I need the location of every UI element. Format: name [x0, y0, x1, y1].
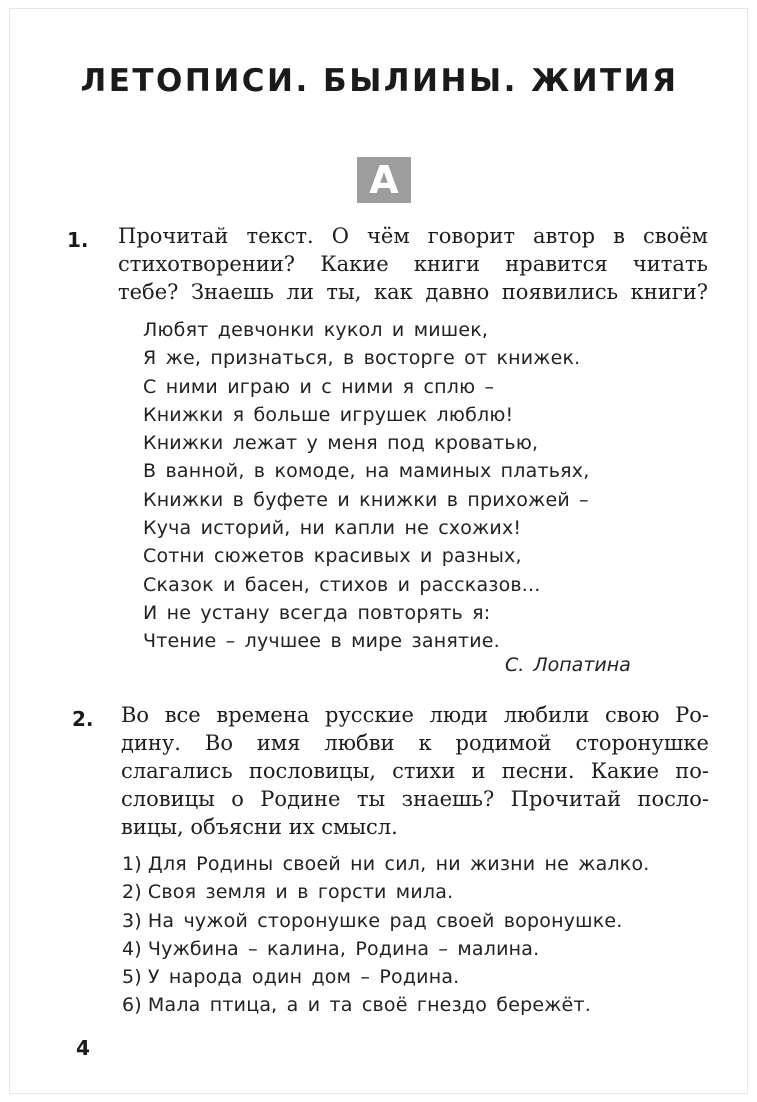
task-2-line: слагались пословицы, стихи и песни. Какие по- [121, 759, 709, 783]
proverb-number: 2) [122, 881, 142, 904]
proverb-item [122, 878, 650, 906]
poem-line: Сказок и басен, стихов и рассказов... [143, 573, 541, 596]
proverb-text: Своя земля и в горсти мила. [147, 881, 454, 904]
task-2-line: Во все времена русские люди любили свою Ро- [121, 703, 709, 727]
task-2-line: словицы о Родине ты знаешь? Прочитай посло- [121, 787, 709, 811]
proverb-number: 1) [122, 853, 142, 875]
proverb-item [122, 907, 650, 935]
proverb-text: Для Родины своей ни сил, ни жизни не жалко. [147, 853, 650, 875]
poem-line: С ними играю и с ними я сплю – [143, 375, 495, 398]
proverb-number: 5) [122, 966, 142, 989]
task-1-number: 1. [67, 228, 89, 252]
poem-line: В ванной, в комоде, на маминых платьях, [143, 460, 590, 483]
proverb-item [122, 850, 650, 878]
poem-line: Куча историй, ни капли не схожих! [143, 517, 522, 540]
poem-line: Книжки в буфете и книжки в прихожей – [143, 488, 589, 511]
task-1-line: Прочитай текст. О чём говорит автор в своём [118, 224, 708, 248]
textbook-page [9, 8, 748, 1094]
proverb-item [122, 963, 650, 991]
poem [143, 316, 589, 656]
section-badge: А [357, 157, 411, 203]
proverb-text: Чужбина – калина, Родина – малина. [147, 937, 540, 960]
proverb-text: У народа один дом – Родина. [147, 966, 460, 989]
proverb-item [122, 935, 650, 963]
chapter-title: ЛЕТОПИСИ. БЫЛИНЫ. ЖИТИЯ [80, 63, 679, 99]
poem-author: С. Лопатина [505, 654, 631, 676]
page-number: 4 [76, 1036, 90, 1060]
proverb-item [122, 991, 650, 1019]
poem-line: Книжки я больше игрушек люблю! [143, 403, 514, 426]
poem-line: Любят девчонки кукол и мишек, [143, 319, 489, 341]
task-1-line: стихотворении? Какие книги нравится читать [118, 252, 708, 276]
poem-line: Я же, признаться, в восторге от книжек. [143, 347, 581, 370]
task-2-line: дину. Во имя любви к родимой сторонушке [121, 731, 709, 755]
task-1-line: тебе? Знаешь ли ты, как давно появились книги? [118, 280, 708, 304]
poem-line: Книжки лежат у меня под кроватью, [143, 432, 539, 455]
task-2-line: вицы, объясни их смысл. [121, 815, 398, 839]
proverb-number: 3) [122, 909, 142, 932]
poem-line: Сотни сюжетов красивых и разных, [143, 545, 522, 568]
proverb-text: На чужой сторонушке рад своей воронушке. [147, 909, 623, 932]
poem-line: Чтение – лучшее в мире занятие. [143, 630, 500, 653]
proverb-number: 6) [122, 994, 142, 1017]
task-2-number: 2. [72, 707, 94, 731]
proverb-text: Мала птица, а и та своё гнездо бережёт. [147, 994, 591, 1017]
poem-line: И не устану всегда повторять я: [143, 601, 491, 624]
proverb-number: 4) [122, 937, 142, 960]
proverb-list [122, 850, 650, 1020]
